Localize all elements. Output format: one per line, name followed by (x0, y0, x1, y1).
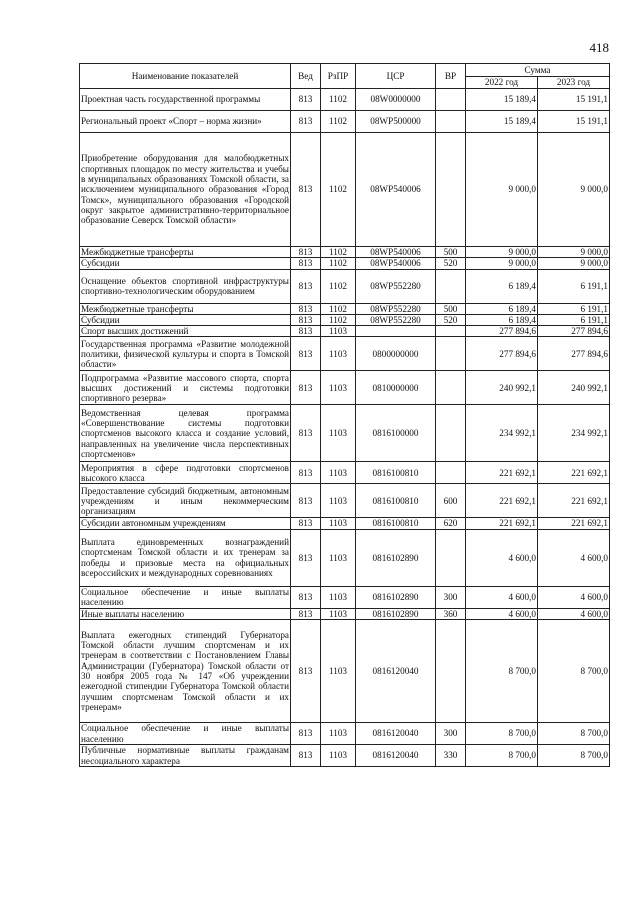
row-ved: 813 (291, 371, 321, 405)
row-name: Мероприятия в сфере подготовки спортсменов высокого класса (81, 462, 289, 483)
row-vr (436, 620, 466, 723)
row-sum-2023: 8 700,0 (538, 620, 610, 723)
row-vr (436, 371, 466, 405)
row-csr: 0800000000 (356, 337, 436, 371)
row-csr: 0816102890 (356, 586, 436, 608)
row-rzpr: 1103 (321, 337, 356, 371)
row-sum-2023: 15 191,1 (538, 89, 610, 111)
row-sum-2022: 9 000,0 (466, 247, 538, 258)
row-sum-2022: 4 600,0 (466, 529, 538, 586)
table-row (80, 484, 610, 518)
row-name: Субсидии (80, 258, 291, 269)
row-csr: 0816100000 (356, 405, 436, 462)
row-vr: 500 (436, 303, 466, 314)
row-rzpr: 1102 (321, 247, 356, 258)
row-name: Проектная часть государственной программы (80, 89, 291, 111)
row-name: Ведомственная целевая программа «Совершенствование системы подготовки спортсменов высокого класса и создание условий, направленных на увеличение числа перспективных спортсменов» (80, 405, 291, 462)
row-sum-2022: 277 894,6 (466, 337, 538, 371)
row-sum-2023: 277 894,6 (538, 326, 610, 337)
table-row (80, 269, 610, 303)
row-rzpr: 1103 (321, 723, 356, 745)
row-name: Государственная программа «Развитие молодежной политики, физической культуры и спорта в Томской области» (81, 338, 289, 370)
row-name: Субсидии (80, 314, 291, 325)
row-sum-2022: 240 992,1 (466, 371, 538, 405)
table-body (80, 89, 610, 767)
row-rzpr: 1103 (321, 620, 356, 723)
row-csr (356, 326, 436, 337)
row-ved: 813 (291, 269, 321, 303)
row-sum-2023: 240 992,1 (538, 371, 610, 405)
row-sum-2022: 8 700,0 (466, 620, 538, 723)
table-row (80, 723, 610, 745)
row-csr: 0816102890 (356, 529, 436, 586)
row-sum-2023: 6 191,1 (538, 269, 610, 303)
row-sum-2023: 221 692,1 (538, 484, 610, 518)
row-csr: 08WP552280 (356, 269, 436, 303)
row-vr: 520 (436, 314, 466, 325)
table-row (80, 247, 610, 258)
row-ved: 813 (291, 723, 321, 745)
row-csr: 0816120040 (356, 620, 436, 723)
header-rzpr: РзПР (321, 64, 356, 89)
header-year-2023: 2023 год (538, 76, 610, 89)
table-row (80, 586, 610, 608)
row-rzpr: 1103 (321, 608, 356, 619)
row-sum-2023: 4 600,0 (538, 529, 610, 586)
table-row (80, 133, 610, 247)
row-name: Спорт высших достижений (80, 326, 291, 337)
row-csr: 08W0000000 (356, 89, 436, 111)
row-vr (436, 111, 466, 133)
row-vr: 500 (436, 247, 466, 258)
row-name: Региональный проект «Спорт – норма жизни» (80, 111, 291, 133)
row-csr: 08WP540006 (356, 258, 436, 269)
row-sum-2022: 6 189,4 (466, 303, 538, 314)
row-csr: 08WP552280 (356, 314, 436, 325)
row-vr: 600 (436, 484, 466, 518)
row-sum-2023: 277 894,6 (538, 337, 610, 371)
row-ved: 813 (291, 337, 321, 371)
row-rzpr: 1103 (321, 371, 356, 405)
row-ved: 813 (291, 484, 321, 518)
row-csr: 08WP500000 (356, 111, 436, 133)
header-sum: Сумма (466, 64, 610, 77)
row-name: Межбюджетные трансферты (80, 247, 291, 258)
table-row (80, 608, 610, 619)
row-csr: 0816100810 (356, 518, 436, 529)
row-rzpr: 1103 (321, 462, 356, 484)
budget-table (79, 63, 610, 767)
row-sum-2022: 15 189,4 (466, 111, 538, 133)
row-csr: 0816120040 (356, 745, 436, 767)
row-sum-2022: 6 189,4 (466, 269, 538, 303)
table-row (80, 89, 610, 111)
row-name: Социальное обеспечение и иные выплаты населению (81, 723, 289, 744)
row-sum-2022: 221 692,1 (466, 518, 538, 529)
row-rzpr: 1103 (321, 586, 356, 608)
row-name: Оснащение объектов спортивной инфраструктуры спортивно-технологическим оборудованием (80, 269, 291, 303)
row-rzpr: 1103 (321, 529, 356, 586)
row-sum-2022: 8 700,0 (466, 723, 538, 745)
row-csr: 08WP540006 (356, 247, 436, 258)
row-vr: 300 (436, 586, 466, 608)
row-sum-2023: 8 700,0 (538, 745, 610, 767)
row-sum-2023: 221 692,1 (538, 518, 610, 529)
row-vr (436, 133, 466, 247)
row-rzpr: 1102 (321, 269, 356, 303)
row-ved: 813 (291, 111, 321, 133)
row-sum-2023: 6 191,1 (538, 314, 610, 325)
row-rzpr: 1102 (321, 89, 356, 111)
row-ved: 813 (291, 405, 321, 462)
header-ved: Вед (291, 64, 321, 89)
row-vr (436, 326, 466, 337)
row-vr: 300 (436, 723, 466, 745)
row-csr: 0816100810 (356, 484, 436, 518)
row-name: Подпрограмма «Развитие массового спорта, спорта высших достижений и системы подготовки спортивного резерва» (81, 372, 289, 404)
row-vr: 360 (436, 608, 466, 619)
row-rzpr: 1102 (321, 303, 356, 314)
row-rzpr: 1103 (321, 405, 356, 462)
row-sum-2023: 234 992,1 (538, 405, 610, 462)
row-sum-2023: 15 191,1 (538, 111, 610, 133)
row-sum-2023: 8 700,0 (538, 723, 610, 745)
page-number: 418 (589, 40, 609, 55)
row-sum-2022: 6 189,4 (466, 314, 538, 325)
row-sum-2023: 9 000,0 (538, 247, 610, 258)
row-rzpr: 1103 (321, 484, 356, 518)
row-vr (436, 337, 466, 371)
row-rzpr: 1102 (321, 111, 356, 133)
row-ved: 813 (291, 247, 321, 258)
row-sum-2023: 9 000,0 (538, 258, 610, 269)
row-sum-2023: 221 692,1 (538, 462, 610, 484)
row-vr: 520 (436, 258, 466, 269)
table-row (80, 371, 610, 405)
row-ved: 813 (291, 258, 321, 269)
row-csr: 08WP552280 (356, 303, 436, 314)
row-sum-2022: 221 692,1 (466, 484, 538, 518)
row-name: Предоставление субсидий бюджетным, автономным учреждениям и иным некоммерческим организациям (81, 485, 289, 517)
table-row (80, 745, 610, 767)
row-ved: 813 (291, 620, 321, 723)
table-row (80, 326, 610, 337)
table-row (80, 111, 610, 133)
row-csr: 08WP540006 (356, 133, 436, 247)
header-name: Наименование показателей (80, 64, 291, 89)
table-row (80, 529, 610, 586)
row-sum-2022: 15 189,4 (466, 89, 538, 111)
row-name: Публичные нормативные выплаты гражданам несоциального характера (81, 745, 289, 766)
row-vr: 330 (436, 745, 466, 767)
row-ved: 813 (291, 586, 321, 608)
row-sum-2023: 9 000,0 (538, 133, 610, 247)
row-ved: 813 (291, 608, 321, 619)
row-csr: 0816120040 (356, 723, 436, 745)
row-sum-2022: 4 600,0 (466, 586, 538, 608)
row-csr: 0816102890 (356, 608, 436, 619)
row-ved: 813 (291, 303, 321, 314)
row-sum-2023: 4 600,0 (538, 586, 610, 608)
row-vr (436, 529, 466, 586)
table-row (80, 337, 610, 371)
row-ved: 813 (291, 133, 321, 247)
row-sum-2022: 221 692,1 (466, 462, 538, 484)
row-vr (436, 89, 466, 111)
row-sum-2022: 9 000,0 (466, 258, 538, 269)
row-ved: 813 (291, 529, 321, 586)
row-name: Приобретение оборудования для малобюджетных спортивных площадок по месту жительства и учебы в муниципальных образованиях Томской области, за исключением муниципального образования «Город Томск», муниципального образования «Городской округ закрытое административно-территориальное образование Северск Томской области» (80, 133, 291, 247)
row-name: Межбюджетные трансферты (80, 303, 291, 314)
row-name: Иные выплаты населению (80, 608, 291, 619)
row-csr: 0816100810 (356, 462, 436, 484)
table-row (80, 314, 610, 325)
header-vr: ВР (436, 64, 466, 89)
header-year-2022: 2022 год (466, 76, 538, 89)
row-rzpr: 1103 (321, 518, 356, 529)
table-row (80, 462, 610, 484)
table-row (80, 303, 610, 314)
row-ved: 813 (291, 89, 321, 111)
row-name: Социальное обеспечение и иные выплаты населению (81, 586, 289, 608)
row-sum-2022: 8 700,0 (466, 745, 538, 767)
row-ved: 813 (291, 314, 321, 325)
table-row (80, 620, 610, 723)
row-sum-2022: 9 000,0 (466, 133, 538, 247)
row-rzpr: 1102 (321, 258, 356, 269)
row-rzpr: 1103 (321, 326, 356, 337)
row-name: Выплата ежегодных стипендий Губернатора Томской области лучшим спортсменам и их тренерам в соответствии с Постановлением Главы Администрации (Губернатора) Томской области от 30 ноября 2005 года № 147 «Об учреждении ежегодной стипендии Губернатора Томской области лучшим спортсменам Томской области и их тренерам» (80, 620, 291, 723)
row-name: Субсидии автономным учреждениям (80, 518, 291, 529)
row-csr: 0810000000 (356, 371, 436, 405)
row-name: Выплата единовременных вознаграждений спортсменам Томской области и их тренерам за победы и призовые места на официальных всероссийских и международных соревнованиях (80, 529, 291, 586)
row-sum-2022: 277 894,6 (466, 326, 538, 337)
table-row (80, 518, 610, 529)
row-sum-2023: 4 600,0 (538, 608, 610, 619)
row-ved: 813 (291, 462, 321, 484)
row-vr: 620 (436, 518, 466, 529)
row-ved: 813 (291, 326, 321, 337)
row-sum-2022: 234 992,1 (466, 405, 538, 462)
row-ved: 813 (291, 745, 321, 767)
row-sum-2022: 4 600,0 (466, 608, 538, 619)
row-rzpr: 1102 (321, 314, 356, 325)
row-rzpr: 1103 (321, 745, 356, 767)
table-row (80, 405, 610, 462)
header-csr: ЦСР (356, 64, 436, 89)
row-sum-2023: 6 191,1 (538, 303, 610, 314)
row-vr (436, 405, 466, 462)
row-ved: 813 (291, 518, 321, 529)
row-rzpr: 1102 (321, 133, 356, 247)
row-vr (436, 269, 466, 303)
row-vr (436, 462, 466, 484)
table-row (80, 258, 610, 269)
